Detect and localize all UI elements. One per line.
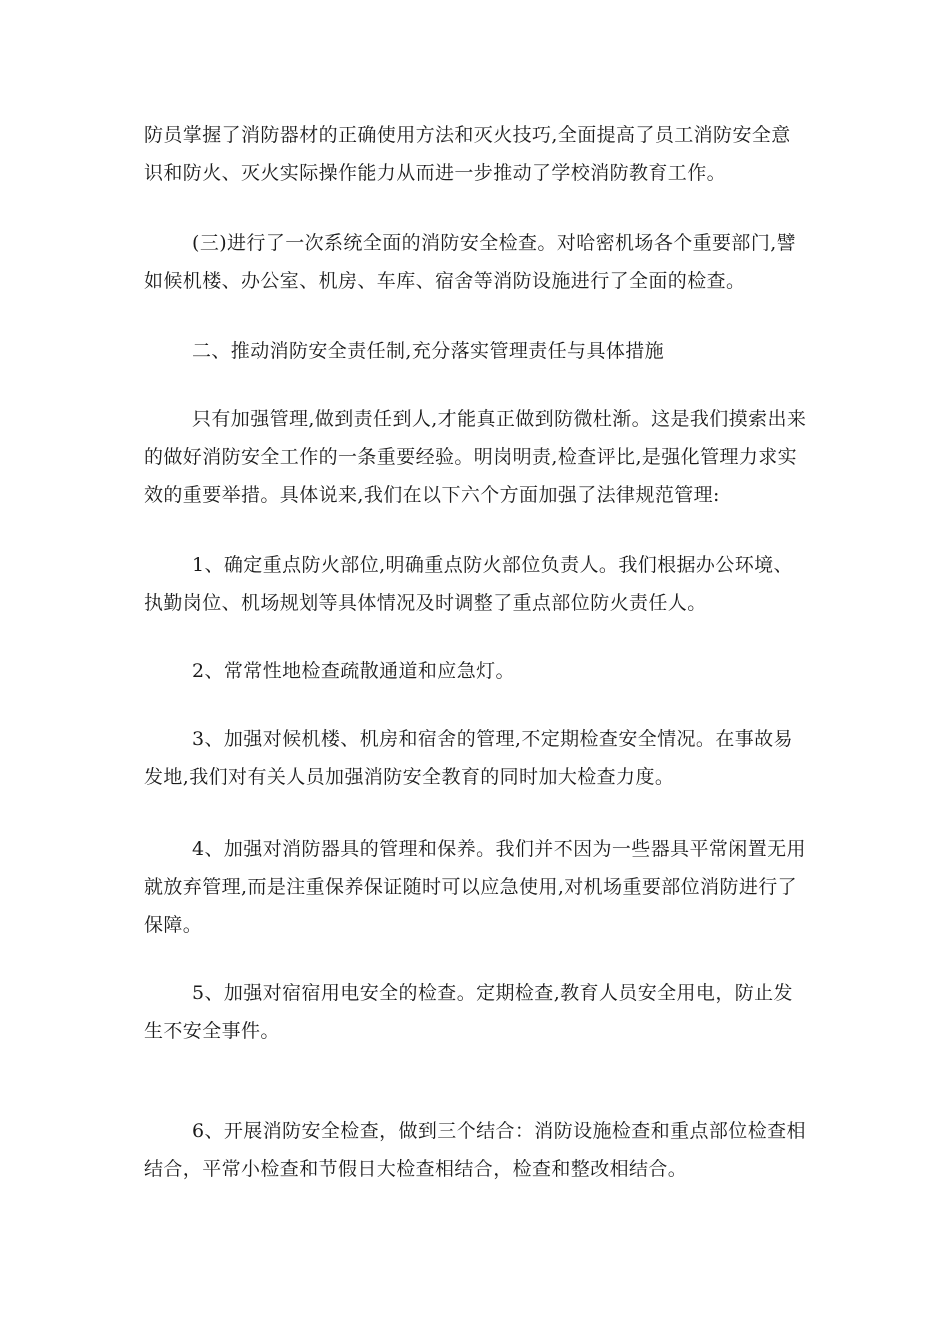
list-item-3: 3、加强对候机楼、机房和宿舍的管理,不定期检查安全情况。在事故易发地,我们对有关人员加强消防安全教育的同时加大检查力度。: [144, 728, 793, 788]
list-item-6: 6、开展消防安全检查，做到三个结合：消防设施检查和重点部位检查相结合，平常小检查和节假日大检查相结合，检查和整改相结合。: [144, 1120, 806, 1180]
paragraph-continuation: 防员掌握了消防器材的正确使用方法和灭火技巧,全面提高了员工消防安全意识和防火、灭火实际操作能力从而进一步推动了学校消防教育工作。: [144, 124, 791, 184]
section-heading-two: 二、推动消防安全责任制,充分落实管理责任与具体措施: [192, 340, 665, 362]
list-item-2: 2、常常性地检查疏散通道和应急灯。: [192, 660, 515, 682]
paragraph-management-intro: 只有加强管理,做到责任到人,才能真正做到防微杜渐。这是我们摸索出来的做好消防安全工作的一条重要经验。明岗明责,检查评比,是强化管理力求实效的重要举措。具体说来,我们在以下六个方面加强了法律规范管理:: [144, 408, 807, 506]
paragraph-section-three: (三)进行了一次系统全面的消防安全检查。对哈密机场各个重要部门,譬如候机楼、办公室、机房、车库、宿舍等消防设施进行了全面的检查。: [144, 232, 797, 292]
list-item-1: 1、确定重点防火部位,明确重点防火部位负责人。我们根据办公环境、执勤岗位、机场规划等具体情况及时调整了重点部位防火责任人。: [144, 554, 793, 614]
list-item-4: 4、加强对消防器具的管理和保养。我们并不因为一些器具平常闲置无用就放弃管理,而是注重保养保证随时可以应急使用,对机场重要部位消防进行了保障。: [144, 838, 806, 936]
list-item-5: 5、加强对宿宿用电安全的检查。定期检查,教育人员安全用电，防止发生不安全事件。: [144, 982, 793, 1042]
